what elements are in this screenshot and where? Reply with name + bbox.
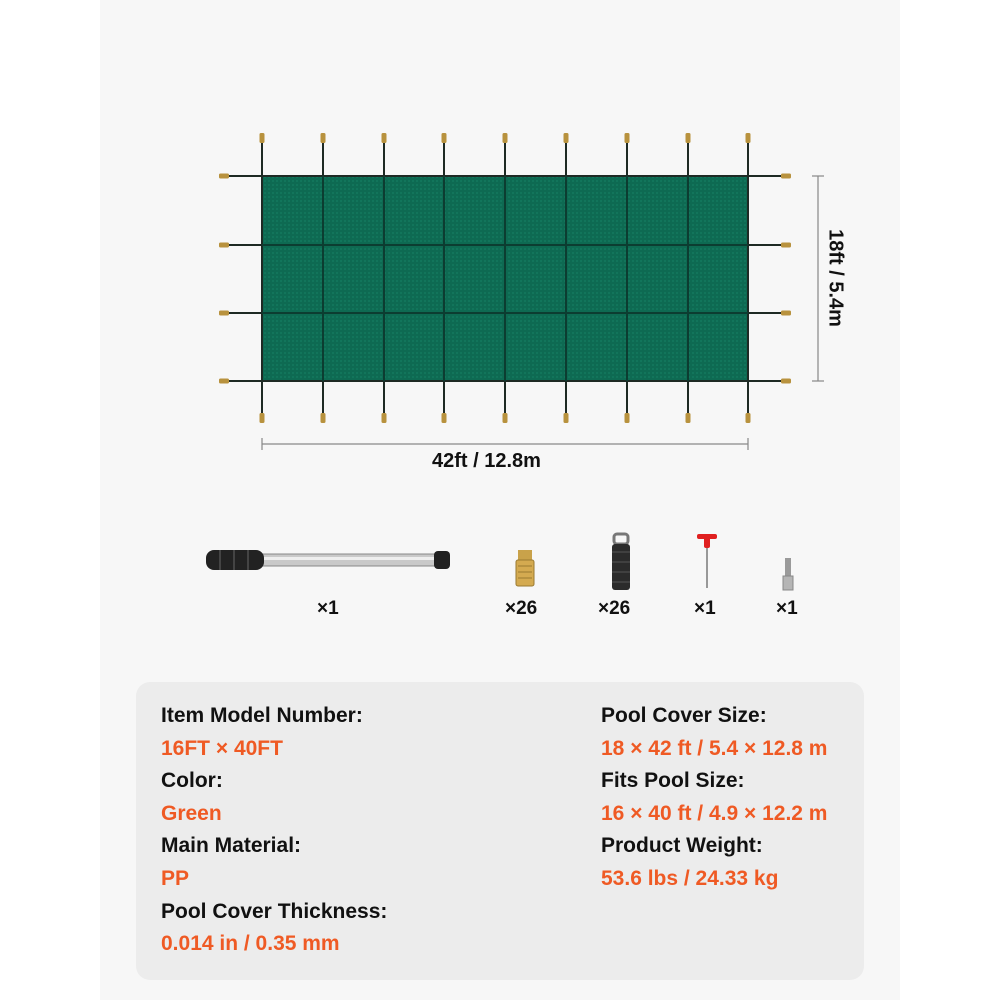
spec-value: 16FT × 40FT (161, 736, 283, 760)
height-dimension-line (812, 176, 824, 381)
accessory-count-hex-key: ×1 (694, 598, 716, 619)
brass-anchor-mark (625, 413, 630, 423)
accessory-count-spring: ×26 (598, 598, 631, 619)
brass-anchor-mark (219, 379, 229, 384)
brass-anchor-mark (781, 174, 791, 179)
brass-anchor-mark (746, 133, 751, 143)
width-dimension-line (262, 438, 748, 450)
accessory-count-tamping-rod: ×1 (317, 598, 339, 619)
brass-anchor-mark (260, 413, 265, 423)
t-handle-hex-key-icon (697, 534, 717, 588)
brass-anchor-mark (503, 413, 508, 423)
spec-label: Pool Cover Thickness: (161, 899, 388, 923)
brass-anchor-mark (564, 133, 569, 143)
spec-value: 18 × 42 ft / 5.4 × 12.8 m (601, 736, 828, 760)
spec-label: Pool Cover Size: (601, 704, 767, 727)
brass-anchor-mark (219, 174, 229, 179)
brass-anchor-mark (321, 413, 326, 423)
spec-value: 16 × 40 ft / 4.9 × 12.2 m (601, 801, 828, 825)
brass-anchor-mark (442, 413, 447, 423)
spec-label: Color: (161, 769, 223, 793)
brass-anchor-mark (686, 413, 691, 423)
specs-right-column (601, 700, 827, 896)
spring-icon (612, 534, 630, 590)
brass-anchor-mark (321, 133, 326, 143)
spec-label: Product Weight: (601, 834, 763, 858)
brass-anchor-mark (382, 133, 387, 143)
brass-anchor-mark (781, 243, 791, 248)
drill-bit-icon (783, 558, 793, 590)
spec-value: PP (161, 866, 190, 890)
tamping-rod-icon (206, 550, 450, 570)
brass-anchor-mark (625, 133, 630, 143)
spec-value: 53.6 lbs / 24.33 kg (601, 866, 779, 890)
brass-anchor-mark (382, 413, 387, 423)
width-dimension-label: 42ft / 12.8m (432, 450, 541, 472)
specifications-panel (136, 682, 864, 980)
brass-anchor-mark (503, 133, 508, 143)
spec-label: Item Model Number: (161, 704, 363, 727)
brass-anchor-mark (781, 311, 791, 316)
accessories-row (0, 520, 1000, 600)
spec-value: 0.014 in / 0.35 mm (161, 932, 340, 956)
brass-anchor-mark (219, 311, 229, 316)
brass-anchor-icon (516, 550, 534, 586)
spec-label: Main Material: (161, 834, 302, 858)
brass-anchor-mark (260, 133, 265, 143)
specs-left-column (161, 700, 387, 961)
accessory-count-drill-bit: ×1 (776, 598, 798, 619)
spec-label: Fits Pool Size: (601, 769, 745, 793)
brass-anchor-mark (746, 413, 751, 423)
brass-anchor-mark (219, 243, 229, 248)
height-dimension-label: 18ft / 5.4m (824, 229, 847, 327)
spec-value: Green (161, 801, 222, 825)
brass-anchor-mark (564, 413, 569, 423)
brass-anchor-mark (781, 379, 791, 384)
brass-anchor-mark (442, 133, 447, 143)
accessory-count-brass-anchor: ×26 (505, 598, 538, 619)
brass-anchor-mark (686, 133, 691, 143)
